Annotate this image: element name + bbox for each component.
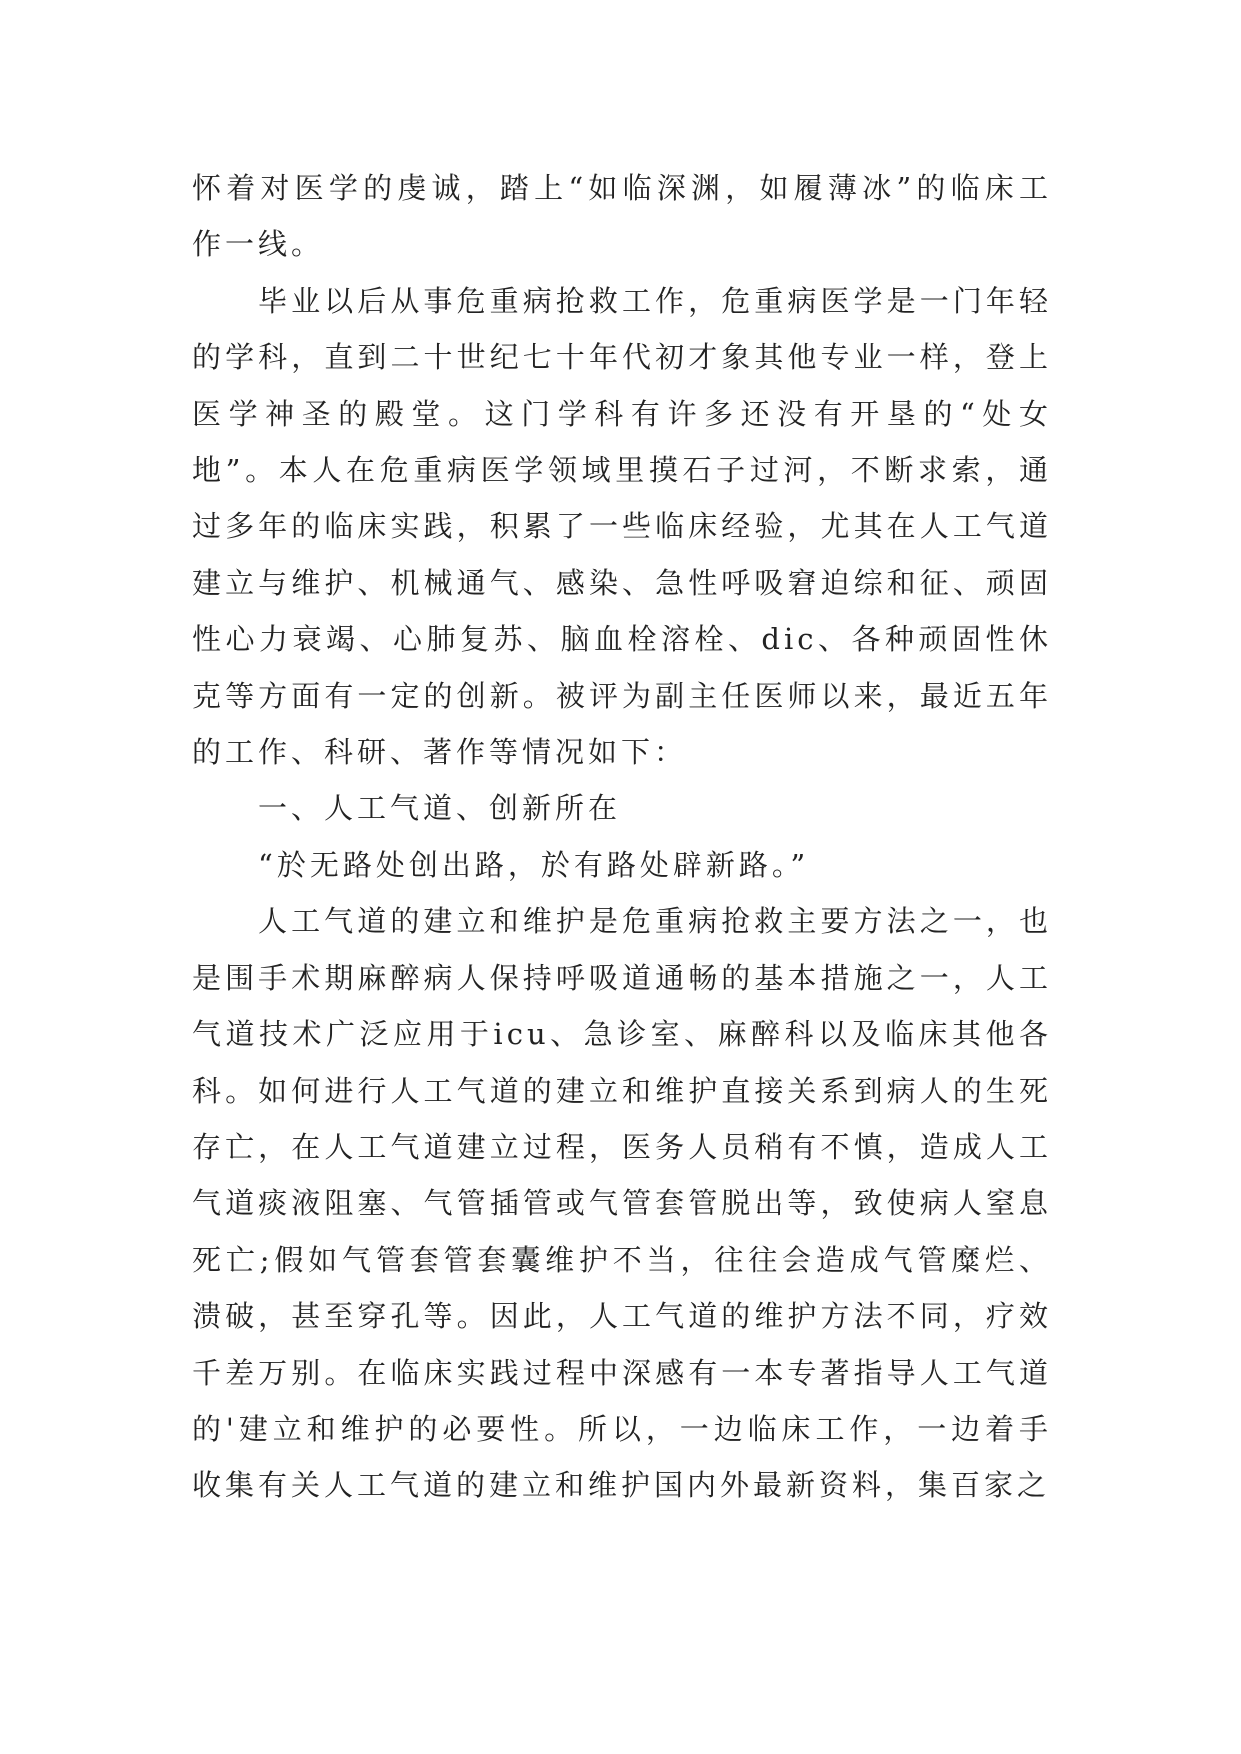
section-heading: 一、人工气道、创新所在 <box>258 791 622 826</box>
paragraph-career-overview: 毕业以后从事危重病抢救工作，危重病医学是一门年轻的学科，直到二十世纪七十年代初才象其他专业一样，登上医学神圣的殿堂。这门学科有许多还没有开垦的“处女地”。本人在危重病医学领域里摸石子过河，不断求索，通过多年的临床实践，积累了一些临床经验，尤其在人工气道建立与维护、机械通气、感染、急性呼吸窘迫综和征、顽固性心力衰竭、心肺复苏、脑血栓溶栓、dic、各种顽固性休克等方面有一定的创新。被评为副主任医师以来，最近五年的工作、科研、著作等情况如下： <box>192 283 1052 770</box>
quote-line: “於无路处创出路，於有路处辟新路。” <box>258 847 810 882</box>
document-body <box>192 160 1052 1514</box>
paragraph-artificial-airway: 人工气道的建立和维护是危重病抢救主要方法之一，也是围手术期麻醉病人保持呼吸道通畅的基本措施之一，人工气道技术广泛应用于icu、急诊室、麻醉科以及临床其他各科。如何进行人工气道的建立和维护直接关系到病人的生死存亡，在人工气道建立过程，医务人员稍有不慎，造成人工气道痰液阻塞、气管插管或气管套管脱出等，致使病人窒息死亡;假如气管套管套囊维护不当，往往会造成气管糜烂、溃破，甚至穿孔等。因此，人工气道的维护方法不同，疗效千差万别。在临床实践过程中深感有一本专著指导人工气道的'建立和维护的必要性。所以，一边临床工作，一边着手收集有关人工气道的建立和维护国内外最新资料，集百家之 <box>192 904 1052 1503</box>
paragraph-continuation: 怀着对医学的虔诚，踏上“如临深渊，如履薄冰”的临床工作一线。 <box>192 171 1052 262</box>
